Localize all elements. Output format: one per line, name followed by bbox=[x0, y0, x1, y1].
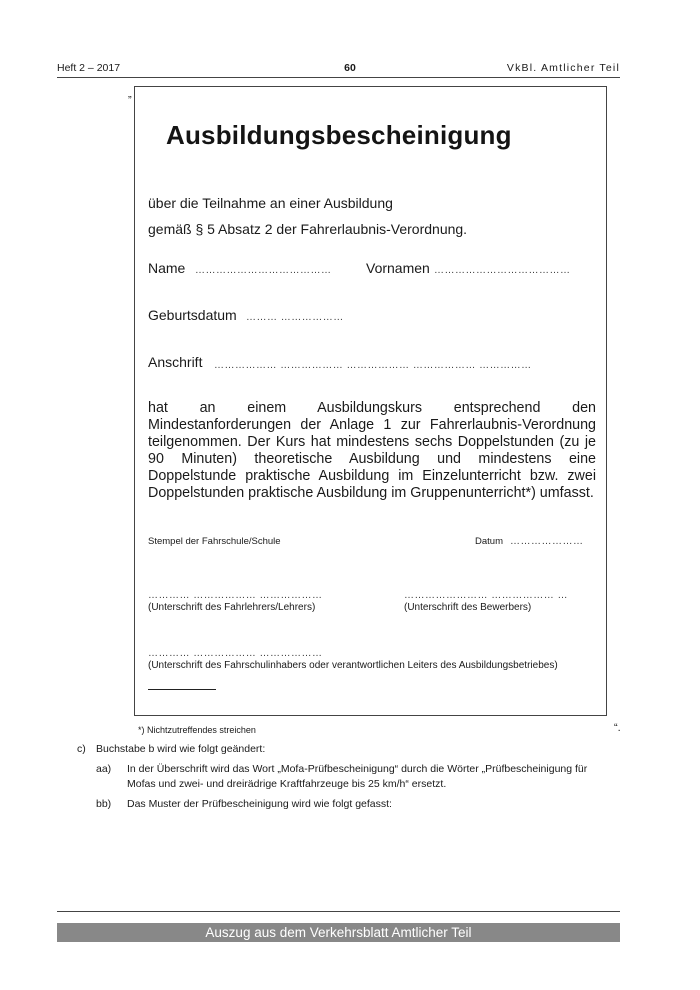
signature-owner-field[interactable]: ………… ……………… ……………… bbox=[148, 648, 323, 659]
page-number: 60 bbox=[344, 62, 356, 74]
certificate-body-text: hat an einem Ausbildungskurs entsprechend den Mindestanforderungen der Anlage 1 zur Fahrerlaubnis-Verordnung teilgenommen. Der Kurs hat mindestens sechs Doppelstunden (zu je 90 Minuten) theoretische Ausbildung und mindestens eine Doppelstunde praktische Ausbildung im Einzelunterricht bzw. zwei Doppelstunden praktische Ausbildung im Gruppenunterricht*) umfasst. bbox=[148, 400, 596, 501]
item-bb-text: Das Muster der Prüfbescheinigung wird wie folgt gefasst: bbox=[127, 798, 392, 810]
signature-applicant-field[interactable]: …………………… ……………… … bbox=[404, 590, 569, 601]
footnote: *) Nichtzutreffendes streichen bbox=[138, 725, 256, 735]
item-c-text: Buchstabe b wird wie folgt geändert: bbox=[96, 743, 266, 755]
datum-field[interactable]: ………………… bbox=[510, 536, 584, 547]
signature-applicant-label: (Unterschrift des Bewerbers) bbox=[404, 602, 532, 613]
closing-quote: “. bbox=[614, 722, 621, 734]
signature-owner-label: (Unterschrift des Fahrschulinhabers oder verantwortlichen Leiters des Ausbildungsbetriebes) bbox=[148, 660, 558, 671]
item-bb-marker: bb) bbox=[96, 798, 112, 810]
name-label: Name bbox=[148, 260, 186, 276]
item-c-marker: c) bbox=[77, 743, 86, 755]
item-aa-text-line2: Mofas und zwei- und dreirädrige Kraftfahrzeuge bis 25 km/h“ ersetzt. bbox=[127, 778, 447, 790]
footnote-separator-rule bbox=[148, 689, 216, 690]
intro-line-2: gemäß § 5 Absatz 2 der Fahrerlaubnis-Verordnung. bbox=[148, 221, 468, 237]
anschrift-label: Anschrift bbox=[148, 354, 203, 370]
geburtsdatum-field[interactable]: ……… ……………… bbox=[246, 312, 344, 323]
signature-teacher-label: (Unterschrift des Fahrlehrers/Lehrers) bbox=[148, 602, 316, 613]
item-aa-marker: aa) bbox=[96, 763, 112, 775]
stempel-label: Stempel der Fahrschule/Schule bbox=[148, 536, 281, 547]
header-rule bbox=[57, 77, 620, 78]
geburtsdatum-label: Geburtsdatum bbox=[148, 307, 237, 323]
opening-quote: „ bbox=[128, 88, 132, 100]
item-aa-text-line1: In der Überschrift wird das Wort „Mofa-Prüfbescheinigung“ durch die Wörter „Prüfbescheinigung für bbox=[127, 763, 588, 775]
name-field[interactable]: ………………………………… bbox=[195, 265, 332, 276]
footer-band: Auszug aus dem Verkehrsblatt Amtlicher Teil bbox=[57, 923, 620, 942]
header-publication: VkBl. Amtlicher Teil bbox=[506, 62, 620, 74]
vornamen-field[interactable]: ………………………………… bbox=[434, 265, 571, 276]
vornamen-label: Vornamen bbox=[366, 260, 430, 276]
header-issue: Heft 2 – 2017 bbox=[57, 62, 121, 74]
footer-rule bbox=[57, 911, 620, 912]
datum-label: Datum bbox=[475, 536, 503, 547]
form-title: Ausbildungsbescheinigung bbox=[166, 120, 512, 150]
signature-teacher-field[interactable]: ………… ……………… ……………… bbox=[148, 590, 323, 601]
anschrift-field[interactable]: ……………… ……………… ……………… ……………… …………… bbox=[214, 360, 532, 371]
intro-line-1: über die Teilnahme an einer Ausbildung bbox=[148, 195, 393, 211]
